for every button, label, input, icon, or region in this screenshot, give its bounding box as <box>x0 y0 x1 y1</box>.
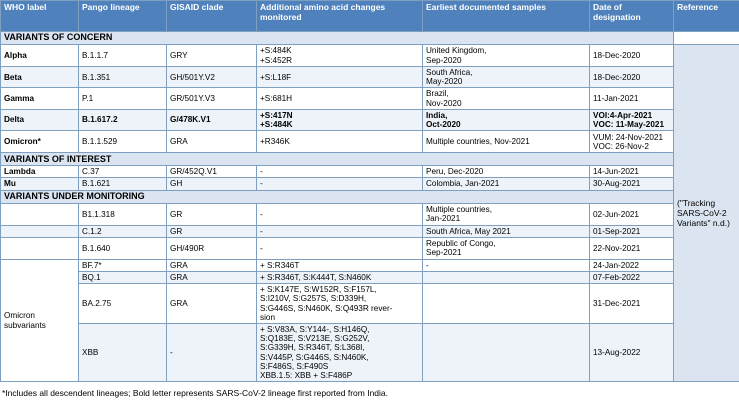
cell-line: Nov-2020 <box>426 98 462 108</box>
cell-line: - <box>260 167 263 177</box>
cell-line: May-2020 <box>426 77 463 87</box>
cell-line: +S:452R <box>260 55 293 65</box>
table-row <box>1 88 739 109</box>
clade-cell: GH/501Y.V2 <box>167 67 257 88</box>
clade-cell: GRA <box>167 259 257 271</box>
date-cell <box>590 109 674 130</box>
cell-line: Republic of Congo, <box>426 239 496 249</box>
cell-line: 24-Jan-2022 <box>593 260 639 270</box>
cell-line: +R346K <box>260 137 290 147</box>
samples-cell <box>423 237 590 259</box>
table-row <box>1 225 739 237</box>
date-cell <box>590 225 674 237</box>
cell-line: sion <box>260 312 276 322</box>
cell-line: 01-Sep-2021 <box>593 226 641 236</box>
clade-cell: GR/501Y.V3 <box>167 88 257 109</box>
cell-line: + S:K147E, S:W152R, S:F157L, <box>260 285 377 295</box>
pango-cell: BA.2.75 <box>79 284 167 324</box>
header-pango-lineage: Pango lineage <box>79 1 167 32</box>
samples-cell <box>423 166 590 178</box>
header-amino-acid-changes: Additional amino acid changes monitored <box>257 1 423 32</box>
clade-cell: GRY <box>167 45 257 67</box>
cell-line: 07-Feb-2022 <box>593 273 640 283</box>
cell-line: 31-Dec-2021 <box>593 299 641 309</box>
cell-line: Colombia, Jan-2021 <box>426 179 500 189</box>
cell-line: Brazil, <box>426 89 449 99</box>
cell-line: VOI:4-Apr-2021 <box>593 110 653 120</box>
table-row <box>1 178 739 190</box>
cell-line: XBB.1.5: XBB + S:F486P <box>260 371 353 381</box>
cell-line: +S:484K <box>260 46 292 56</box>
cell-line: +S:L18F <box>260 72 292 82</box>
date-cell <box>590 259 674 271</box>
cell-line: - <box>260 243 263 253</box>
aa-changes-cell <box>257 45 423 67</box>
cell-line: Sep-2020 <box>426 55 462 65</box>
table-row <box>1 131 739 153</box>
pango-cell: B.1.1.529 <box>79 131 167 153</box>
clade-cell: - <box>167 324 257 382</box>
cell-line: 18-Dec-2020 <box>593 72 641 82</box>
date-cell <box>590 166 674 178</box>
table-row <box>1 45 739 67</box>
aa-changes-cell <box>257 131 423 153</box>
aa-changes-cell <box>257 259 423 271</box>
cell-line: S:G339H, S:R346T, S:L368I, <box>260 343 365 353</box>
pango-cell: C.37 <box>79 166 167 178</box>
samples-cell <box>423 203 590 225</box>
samples-cell <box>423 272 590 284</box>
samples-cell <box>423 324 590 382</box>
cell-line: - <box>426 260 429 270</box>
reference-cell: ("Tracking SARS-CoV-2 Variants" n.d.) <box>674 45 739 382</box>
date-cell <box>590 237 674 259</box>
samples-cell <box>423 225 590 237</box>
cell-line: Oct-2020 <box>426 120 461 130</box>
pango-cell: B.1.640 <box>79 237 167 259</box>
samples-cell <box>423 178 590 190</box>
cell-line: VOC: 26-Nov-2 <box>593 141 649 151</box>
cell-line: + S:R346T <box>260 260 300 270</box>
aa-changes-cell <box>257 237 423 259</box>
cell-line: 30-Aug-2021 <box>593 179 641 189</box>
cell-line: +S:484K <box>260 120 293 130</box>
cell-line: Sep-2021 <box>426 248 462 258</box>
cell-line: S:F486S, S:F490S <box>260 361 329 371</box>
date-cell <box>590 324 674 382</box>
date-cell <box>590 178 674 190</box>
pango-cell: B1.1.318 <box>79 203 167 225</box>
header-earliest-samples: Earliest documented samples <box>423 1 590 32</box>
date-cell <box>590 272 674 284</box>
clade-cell: GH <box>167 178 257 190</box>
who-label-cell <box>1 203 79 225</box>
aa-changes-cell <box>257 272 423 284</box>
samples-cell <box>423 88 590 109</box>
cell-line: United Kingdom, <box>426 46 487 56</box>
aa-changes-cell <box>257 324 423 382</box>
header-date-of-designation: Date of designation <box>590 1 674 32</box>
who-label-cell: Mu <box>1 178 79 190</box>
clade-cell: GR <box>167 203 257 225</box>
omicron-group-cell: Omicron subvariants <box>1 259 79 381</box>
who-label-cell: Beta <box>1 67 79 88</box>
section-row-concern <box>1 32 739 45</box>
cell-line: 14-Jun-2021 <box>593 167 639 177</box>
table-row <box>1 203 739 225</box>
header-row <box>1 1 739 32</box>
header-reference: Reference <box>674 1 739 32</box>
cell-line: - <box>260 209 263 219</box>
cell-line: - <box>260 179 263 189</box>
pango-cell: B.1.617.2 <box>79 109 167 130</box>
cell-line: 02-Jun-2021 <box>593 209 639 219</box>
clade-cell: GH/490R <box>167 237 257 259</box>
date-cell <box>590 45 674 67</box>
samples-cell <box>423 131 590 153</box>
samples-cell <box>423 45 590 67</box>
cell-line: S:V445P, S:G446S, S:N460K, <box>260 352 369 362</box>
footnote: *Includes all descendent lineages; Bold letter represents SARS-CoV-2 lineage first reported from India. <box>2 388 389 398</box>
aa-changes-cell <box>257 67 423 88</box>
cell-line: Jan-2021 <box>426 214 461 224</box>
date-cell <box>590 131 674 153</box>
table-row <box>1 284 739 324</box>
section-row-monitoring <box>1 190 739 203</box>
table-row <box>1 166 739 178</box>
section-title: VARIANTS OF CONCERN <box>1 32 674 45</box>
cell-line: India, <box>426 110 448 120</box>
pango-cell: B.1.1.7 <box>79 45 167 67</box>
cell-line: 11-Jan-2021 <box>593 94 639 103</box>
cell-line: VOC: 11-May-2021 <box>593 120 664 130</box>
cell-line: S:I210V, S:G257S, S:D339H, <box>260 294 367 304</box>
aa-changes-cell <box>257 109 423 130</box>
pango-cell: BF.7* <box>79 259 167 271</box>
cell-line: Multiple countries, Nov-2021 <box>426 137 530 147</box>
aa-changes-cell <box>257 166 423 178</box>
section-title: VARIANTS UNDER MONITORING <box>1 190 674 203</box>
cell-line: South Africa, <box>426 68 473 77</box>
cell-line: Multiple countries, <box>426 204 492 214</box>
pango-cell: B.1.351 <box>79 67 167 88</box>
aa-changes-cell <box>257 284 423 324</box>
cell-line: S:Q183E, S:V213E, S:G252V, <box>260 334 370 344</box>
table-row <box>1 272 739 284</box>
pango-cell: B.1.621 <box>79 178 167 190</box>
aa-changes-cell <box>257 225 423 237</box>
table-row <box>1 237 739 259</box>
pango-cell: P.1 <box>79 88 167 109</box>
cell-line: 18-Dec-2020 <box>593 50 641 60</box>
samples-cell <box>423 259 590 271</box>
clade-cell: GRA <box>167 284 257 324</box>
cell-line: 22-Nov-2021 <box>593 243 641 253</box>
clade-cell: G/478K.V1 <box>167 109 257 130</box>
cell-line: + S:V83A, S:Y144-, S:H146Q, <box>260 325 370 335</box>
who-label-cell: Alpha <box>1 45 79 67</box>
pango-cell: XBB <box>79 324 167 382</box>
cell-line: 13-Aug-2022 <box>593 348 641 358</box>
header-gisaid-clade: GISAID clade <box>167 1 257 32</box>
date-cell <box>590 88 674 109</box>
clade-cell: GRA <box>167 272 257 284</box>
header-who-label: WHO label <box>1 1 79 32</box>
aa-changes-cell <box>257 203 423 225</box>
table-row <box>1 324 739 382</box>
clade-cell: GRA <box>167 131 257 153</box>
who-label-cell: Gamma <box>1 88 79 109</box>
samples-cell <box>423 67 590 88</box>
cell-line: - <box>260 226 263 236</box>
clade-cell: GR <box>167 225 257 237</box>
clade-cell: GR/452Q.V1 <box>167 166 257 178</box>
table-row <box>1 67 739 88</box>
who-label-cell: Delta <box>1 109 79 130</box>
who-label-cell <box>1 237 79 259</box>
aa-changes-cell <box>257 178 423 190</box>
aa-changes-cell <box>257 88 423 109</box>
date-cell <box>590 203 674 225</box>
section-row-interest <box>1 153 739 166</box>
pango-cell: BQ.1 <box>79 272 167 284</box>
cell-line: + S:R346T, S:K444T, S:N460K <box>260 273 372 283</box>
who-label-cell: Lambda <box>1 166 79 178</box>
date-cell <box>590 284 674 324</box>
who-label-cell <box>1 225 79 237</box>
who-label-cell: Omicron* <box>1 131 79 153</box>
cell-line: VUM: 24-Nov-2021 <box>593 132 664 142</box>
cell-line: +S:417N <box>260 110 293 120</box>
cell-line: South Africa, May 2021 <box>426 226 511 236</box>
pango-cell: C.1.2 <box>79 225 167 237</box>
cell-line: S:G446S, S:N460K, S:Q493R rever- <box>260 303 393 313</box>
cell-line: +S:681H <box>260 94 293 103</box>
table-row <box>1 109 739 130</box>
samples-cell <box>423 109 590 130</box>
table-row <box>1 259 739 271</box>
samples-cell <box>423 284 590 324</box>
section-title: VARIANTS OF INTEREST <box>1 153 674 166</box>
date-cell <box>590 67 674 88</box>
cell-line: Peru, Dec-2020 <box>426 167 484 177</box>
